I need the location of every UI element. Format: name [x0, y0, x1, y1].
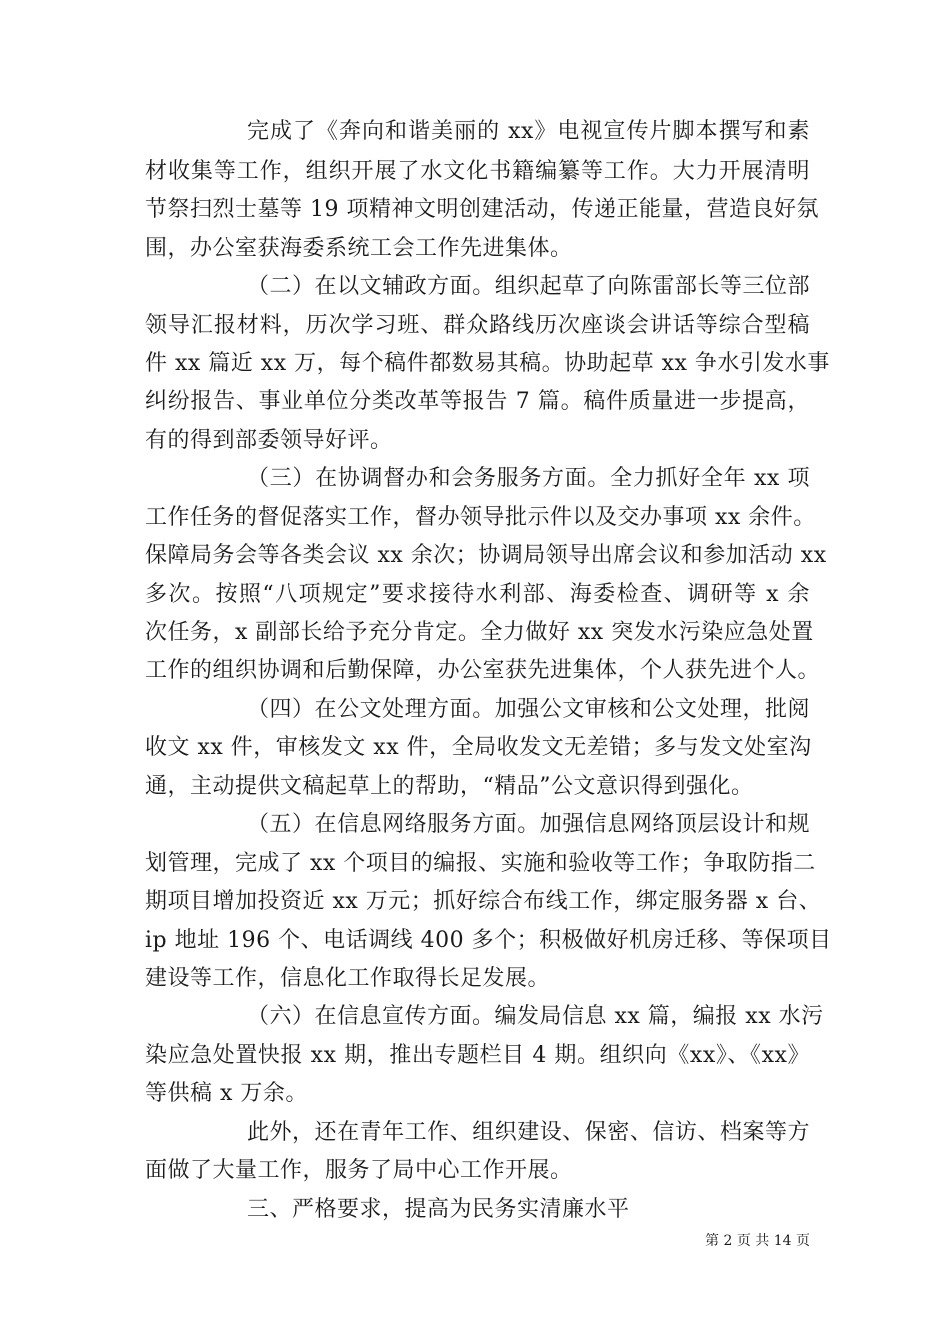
para3-line3: 保障局务会等各类会议 xx 余次；协调局领导出席会议和参加活动 xx [145, 543, 827, 568]
section-heading: 三、严格要求，提高为民务实清廉水平 [247, 1197, 630, 1222]
para4-line2: 收文 xx 件，审核发文 xx 件，全局收发文无差错；多与发文处室沟 [145, 735, 812, 760]
para2-line5: 有的得到部委领导好评。 [145, 428, 393, 453]
para5-line3: 期项目增加投资近 xx 万元；抓好综合布线工作，绑定服务器 x 台、 [145, 889, 822, 914]
para2-line3: 件 xx 篇近 xx 万，每个稿件都数易其稿。协助起草 xx 争水引发水事 [145, 351, 830, 376]
para1-line3: 节祭扫烈士墓等 19 项精神文明创建活动，传递正能量，营造良好氛 [145, 197, 819, 222]
para5-line2: 划管理，完成了 xx 个项目的编报、实施和验收等工作；争取防指二 [145, 851, 816, 876]
para5-line4: ip 地址 196 个、电话调线 400 多个；积极做好机房迁移、等保项目 [145, 928, 832, 953]
para6-line1: （六）在信息宣传方面。编发局信息 xx 篇，编报 xx 水污 [247, 1004, 824, 1029]
para1-line1: 完成了《奔向和谐美丽的 xx》电视宣传片脚本撰写和素 [247, 119, 810, 144]
para7-line1: 此外，还在青年工作、组织建设、保密、信访、档案等方 [247, 1120, 810, 1145]
para2-line2: 领导汇报材料，历次学习班、群众路线历次座谈会讲话等综合型稿 [145, 313, 810, 338]
para4-line1: （四）在公文处理方面。加强公文审核和公文处理，批阅 [247, 697, 810, 722]
para2-line1: （二）在以文辅政方面。组织起草了向陈雷部长等三位部 [247, 274, 810, 299]
para4-line3: 通，主动提供文稿起草上的帮助，“精品”公文意识得到强化。 [145, 774, 754, 799]
para6-line3: 等供稿 x 万余。 [145, 1081, 308, 1106]
para3-line6: 工作的组织协调和后勤保障，办公室获先进集体，个人获先进个人。 [145, 658, 821, 683]
para3-line5: 次任务，x 副部长给予充分肯定。全力做好 xx 突发水污染应急处置 [145, 620, 814, 645]
para3-line4: 多次。按照“八项规定”要求接待水利部、海委检查、调研等 x 余 [145, 582, 810, 607]
para5-line5: 建设等工作，信息化工作取得长足发展。 [145, 966, 551, 991]
para3-line2: 工作任务的督促落实工作，督办领导批示件以及交办事项 xx 余件。 [145, 505, 816, 530]
para6-line2: 染应急处置快报 xx 期，推出专题栏目 4 期。组织向《xx》、《xx》 [145, 1043, 810, 1068]
para3-line1: （三）在协调督办和会务服务方面。全力抓好全年 xx 项 [247, 466, 810, 491]
para7-line2: 面做了大量工作，服务了局中心工作开展。 [145, 1158, 573, 1183]
para1-line4: 围，办公室获海委系统工会工作先进集体。 [145, 236, 573, 261]
para1-line2: 材收集等工作，组织开展了水文化书籍编纂等工作。大力开展清明 [145, 159, 810, 184]
para2-line4: 纠纷报告、事业单位分类改革等报告 7 篇。稿件质量进一步提高， [145, 389, 810, 414]
para5-line1: （五）在信息网络服务方面。加强信息网络顶层设计和规 [247, 812, 810, 837]
page-number-footer: 第 2 页 共 14 页 [705, 1233, 810, 1249]
